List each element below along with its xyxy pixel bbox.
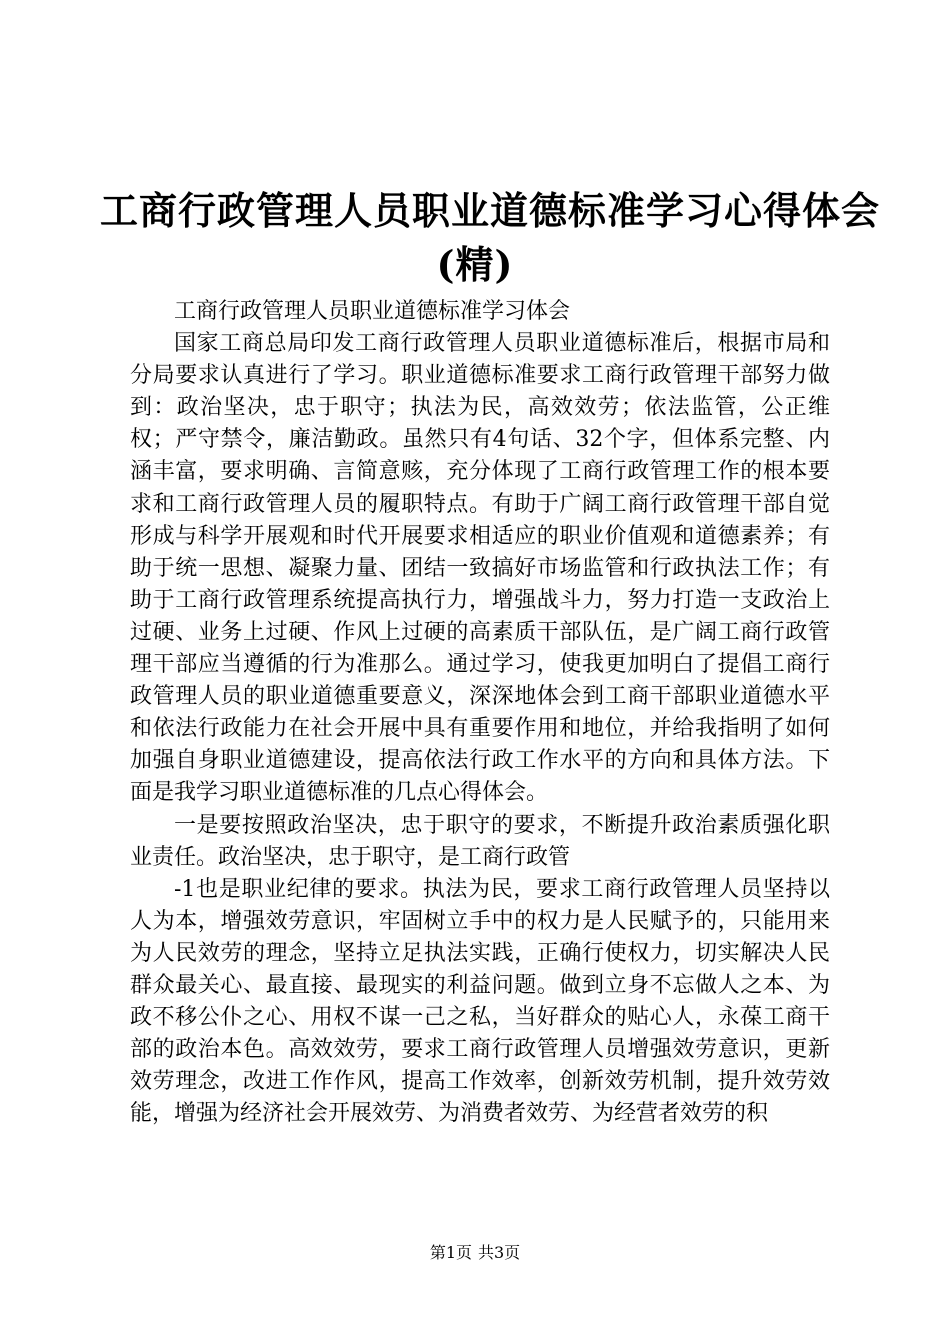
document-title-suffix: (精) [436,242,514,287]
paragraph: 国家工商总局印发工商行政管理人员职业道德标准后，根据市局和分局要求认真进行了学习。职业道德标准要求工商行政管理干部努力做到：政治坚决，忠于职守；执法为民，高效效劳；依法监管，公正维权；严守禁令，廉洁勤政。虽然只有4句话、32个字，但体系完整、内涵丰富，要求明确、言简意赅，充分体现了工商行政管理工作的根本要求和工商行政管理人员的履职特点。有助于广阔工商行政管理干部自觉形成与科学开展观和时代开展要求相适应的职业价值观和道德素养；有助于统一思想、凝聚力量、团结一致搞好市场监管和行政执法工作；有助于工商行政管理系统提高执行力，增强战斗力，努力打造一支政治上过硬、业务上过硬、作风上过硬的高素质干部队伍，是广阔工商行政管理干部应当遵循的行为准那么。通过学习，使我更加明白了提倡工商行政管理人员的职业道德重要意义，深深地体会到工商干部职业道德水平和依法行政能力在社会开展中具有重要作用和地位，并给我指明了如何加强自身职业道德建设，提高依法行政工作水平的方向和具体方法。下面是我学习职业道德标准的几点心得体会。 [130,331,830,806]
page-footer [0,1240,950,1263]
page-total: 共3页 [478,1243,521,1262]
page-number: 第1页 [429,1243,472,1262]
paragraph: 一是要按照政治坚决，忠于职守的要求，不断提升政治素质强化职业责任。政治坚决，忠于职守，是工商行政管 [130,812,830,870]
paragraph-subtitle: 工商行政管理人员职业道德标准学习体会 [174,299,571,324]
document-title: 工商行政管理人员职业道德标准学习心得体会 [100,188,881,233]
paragraph: -1也是职业纪律的要求。执法为民，要求工商行政管理人员坚持以人为本，增强效劳意识，牢固树立手中的权力是人民赋予的，只能用来为人民效劳的理念，坚持立足执法实践，正确行使权力，切实解决人民群众最关心、最直接、最现实的利益问题。做到立身不忘做人之本、为政不移公仆之心、用权不谋一己之私，当好群众的贴心人，永葆工商干部的政治本色。高效效劳，要求工商行政管理人员增强效劳意识，更新效劳理念，改进工作作风，提高工作效率，创新效劳机制，提升效劳效能，增强为经济社会开展效劳、为消费者效劳、为经营者效劳的积 [130,876,830,1127]
document-body [130,296,830,1130]
